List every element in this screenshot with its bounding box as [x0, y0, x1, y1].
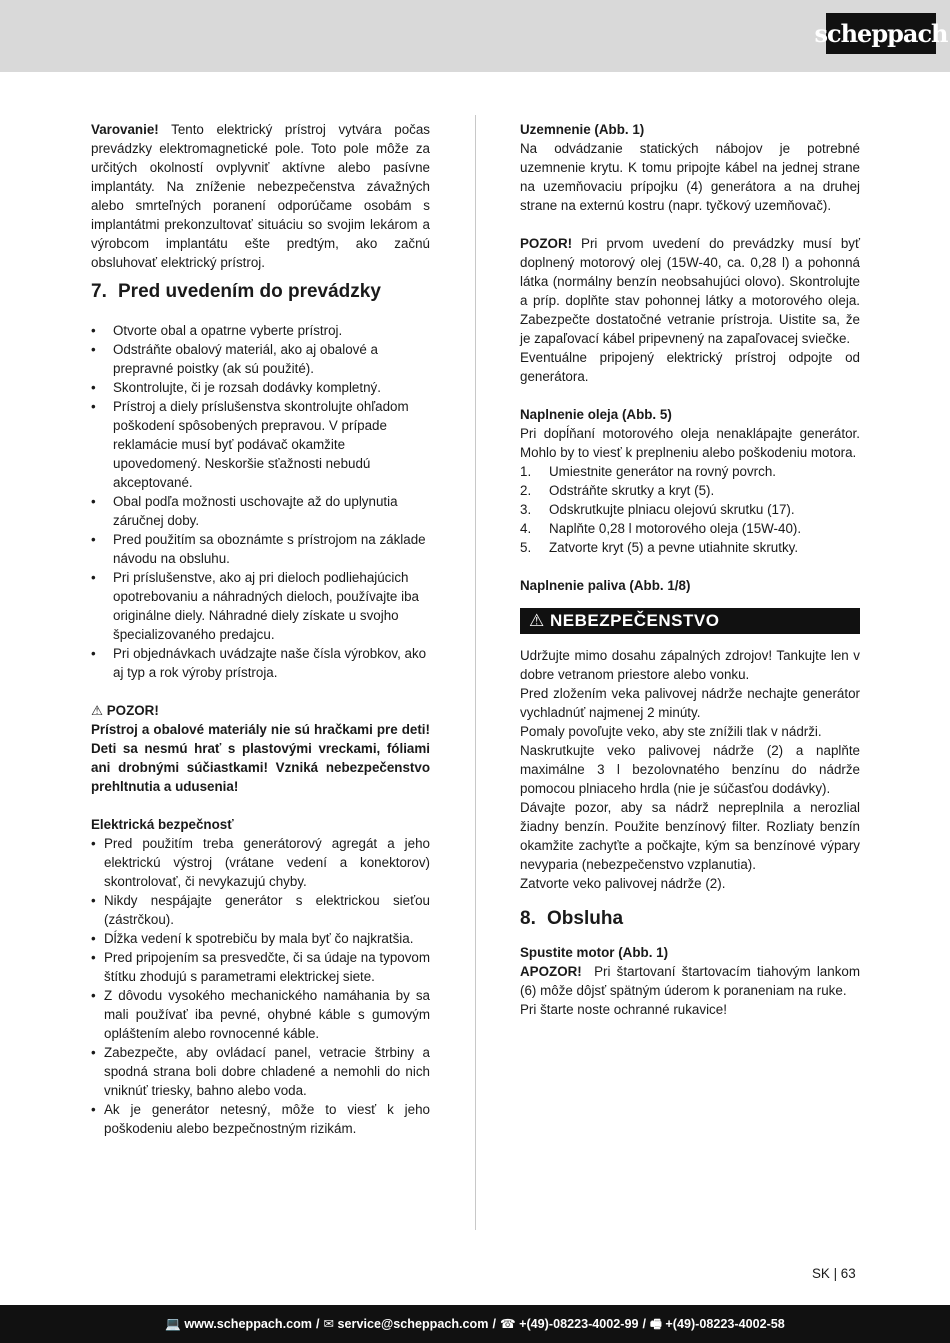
unpacking-list: [91, 321, 430, 682]
page-footer: [0, 1305, 950, 1343]
section-number: 8.: [520, 908, 536, 929]
fax-number: +(49)-08223-4002-58: [665, 1317, 785, 1331]
right-column: [520, 120, 860, 1019]
list-item: [520, 519, 860, 538]
warning-label: Varovanie!: [91, 122, 159, 137]
list-item: [91, 492, 430, 530]
bullet-mark: •: [91, 950, 96, 965]
pozor-label: POZOR!: [520, 236, 573, 251]
list-item: [520, 500, 860, 519]
grounding-text: Na odvádzanie statických nábojov je potrebné uzemnenie krytu. K tomu pripojte kábel na jednej strane na uzemňovaciu prípojku (4) generátora a na druhej strane na externú kostru (napr. tyčkový uzemňovač).: [520, 141, 860, 213]
bullet-mark: •: [91, 342, 96, 357]
start-warning: [520, 962, 860, 1000]
step-text: Zatvorte kryt (5) a pevne utiahnite skrutky.: [549, 540, 799, 555]
warning-text: Tento elektrický prístroj vytvára počas prevádzky elektromagnetické pole. Toto pole môže za určitých okolností ovplyvniť aktívne alebo pasívne implantáty. Na zníženie nebezpečenstva závažných alebo smrteľných poranení odporúčame osobám s implantátmi prekonzultovať situáciu so svojim lekárom a výrobcom implantátu ešte predtým, ako začnú obsluhovať elektrický prístroj.: [91, 122, 430, 270]
list-item-text: Pri objednávkach uvádzajte naše čísla výrobkov, ako aj typ a rok výroby prístroja.: [113, 646, 427, 680]
start-motor-heading: Spustite motor (Abb. 1): [520, 945, 669, 960]
bullet-mark: •: [91, 836, 96, 851]
computer-icon: 💻: [165, 1317, 181, 1331]
oil-fill-steps: [520, 462, 860, 557]
list-item: [520, 462, 860, 481]
oil-fill-text: Pri dopĺňaní motorového oleja nenaklápajte generátor. Mohlo by to viesť k preplneniu alebo poškodeniu motora.: [520, 426, 860, 460]
footer-separator: /: [642, 1317, 647, 1331]
list-item: [91, 891, 430, 929]
fax-icon: 🖷: [650, 1317, 662, 1331]
bullet-mark: •: [91, 323, 96, 338]
list-item: [91, 644, 430, 682]
website-link[interactable]: www.scheppach.com: [184, 1317, 312, 1331]
list-item: [91, 834, 430, 891]
list-item: [91, 530, 430, 568]
bullet-mark: •: [91, 893, 96, 908]
list-item: [91, 1043, 430, 1100]
list-item-text: Z dôvodu vysokého mechanického namáhania by sa mali používať iba pevné, ohybné káble s gumovým opláštením alebo rovnocenné káble.: [104, 988, 430, 1041]
list-item-text: Ak je generátor netesný, môže to viesť k jeho poškodeniu alebo bezpečnostným rizikám.: [104, 1102, 430, 1136]
list-item-text: Skontrolujte, či je rozsah dodávky kompletný.: [113, 380, 381, 395]
bullet-mark: •: [91, 931, 96, 946]
list-item-text: Odstráňte obalový materiál, ako aj obalové a prepravné poistky (ak sú použité).: [113, 342, 378, 376]
list-item-text: Pred pripojením sa presvedčte, či sa údaje na typovom štítku zhodujú s parametrami elektrickej siete.: [104, 950, 431, 984]
step-text: Umiestnite generátor na rovný povrch.: [549, 464, 777, 479]
list-item-text: Obal podľa možnosti uschovajte až do uplynutia záručnej doby.: [113, 494, 398, 528]
list-item: [91, 986, 430, 1043]
gloves-text: Pri štarte noste ochranné rukavice!: [520, 1002, 727, 1017]
apozor-text: Pri štartovaní štartovacím tiahovým lankom (6) môže dôjsť spätným úderom k poraneniam na ruke.: [520, 964, 860, 998]
bullet-mark: •: [91, 646, 96, 661]
list-item: [91, 1100, 430, 1138]
list-item-text: Pred použitím treba generátorový agregát a jeho elektrickú výstroj (vrátane vedení a konektorov) skontrolovať, či nevykazujú chyby.: [104, 836, 430, 889]
left-column: [91, 120, 430, 1138]
phone-icon: ☎: [499, 1317, 516, 1331]
apozor-label: APOZOR!: [520, 964, 582, 979]
step-text: Naplňte 0,28 l motorového oleja (15W-40).: [549, 521, 802, 536]
list-item-text: Nikdy nespájajte generátor s elektrickou sieťou (zástrčkou).: [104, 893, 430, 927]
section-title: Pred uvedením do prevádzky: [118, 281, 381, 302]
page-number: SK | 63: [812, 1266, 856, 1281]
pozor-text: Pri prvom uvedení do prevádzky musí byť doplnený motorový olej (15W-40, ca. 0,28 l) a pohonná látka (normálny benzín neobsahujúci olovo). Skontrolujte a príp. doplňte stav pohonnej látky a motorového oleja. Zabezpečte dostatočné vetranie prístroja. Uistite sa, že je zapaľovací kábel pripevnený na zapaľovacej sviečke.: [520, 236, 860, 346]
step-number: 4.: [520, 521, 532, 536]
bullet-mark: •: [91, 494, 96, 509]
danger-paragraph: Udržujte mimo dosahu zápalných zdrojov! Tankujte len v dobre vetranom priestore alebo vonku.: [520, 648, 860, 682]
list-item-text: Pri príslušenstve, ako aj pri dieloch podliehajúcich opotrebovaniu a náhradných dieloch, používajte iba originálne diely. Náhradné diely získate u svojho špecializovaného predajcu.: [113, 570, 419, 642]
bullet-mark: •: [91, 532, 96, 547]
mail-icon: ✉: [323, 1317, 335, 1331]
list-item: [520, 481, 860, 500]
disconnect-text: Eventuálne pripojený elektrický prístroj odpojte od generátora.: [520, 350, 860, 384]
section-7-heading: [91, 280, 430, 304]
bullet-mark: •: [91, 399, 96, 414]
scheppach-logo: scheppach: [826, 13, 936, 54]
bullet-mark: •: [91, 1102, 96, 1117]
first-use-warning: [520, 234, 860, 348]
pozor-text: Prístroj a obalové materiály nie sú hračkami pre deti! Deti sa nesmú hrať s plastovými vreckami, fóliami ani drobnými súčiastkami! Vzniká nebezpečenstvo prehltnutia a udusenia!: [91, 722, 430, 794]
bullet-mark: •: [91, 380, 96, 395]
list-item: [91, 397, 430, 492]
list-item-text: Dĺžka vedení k spotrebiču by mala byť čo najkratšia.: [104, 931, 414, 946]
section-title: Obsluha: [547, 908, 624, 929]
step-number: 1.: [520, 464, 532, 479]
fuel-fill-heading: Naplnenie paliva (Abb. 1/8): [520, 578, 691, 593]
list-item-text: Zabezpečte, aby ovládací panel, vetracie štrbiny a spodná strana boli dobre chladené a nemohli do nich vniknúť triesky, bahno alebo voda.: [104, 1045, 430, 1098]
danger-paragraph: Pred zložením veka palivovej nádrže nechajte generátor vychladnúť najmenej 2 minúty.: [520, 686, 860, 720]
footer-separator: /: [492, 1317, 496, 1331]
danger-banner: ⚠ NEBEZPEČENSTVO: [520, 608, 860, 634]
section-number: 7.: [91, 281, 107, 302]
footer-separator: /: [315, 1317, 320, 1331]
list-item: [91, 378, 430, 397]
bullet-mark: •: [91, 1045, 96, 1060]
bullet-mark: •: [91, 570, 96, 585]
list-item-text: Prístroj a diely príslušenstva skontrolujte ohľadom poškodení spôsobených prepravou. V prípade reklamácie musí byť podávač okamžite upovedomený. Neskoršie sťažnosti nebudú akceptované.: [113, 399, 409, 490]
page-header: [0, 0, 950, 72]
bullet-mark: •: [91, 988, 96, 1003]
step-number: 2.: [520, 483, 532, 498]
oil-fill-heading: Naplnenie oleja (Abb. 5): [520, 407, 672, 422]
pozor-heading: ⚠ POZOR!: [91, 703, 159, 718]
list-item: [91, 568, 430, 644]
danger-paragraph: Pomaly povoľujte veko, aby ste znížili tlak v nádrži.: [520, 724, 822, 739]
list-item: [91, 321, 430, 340]
section-8-heading: [520, 907, 860, 931]
electrical-safety-list: [91, 834, 430, 1138]
danger-paragraph: Zatvorte veko palivovej nádrže (2).: [520, 876, 726, 891]
list-item: [91, 948, 430, 986]
list-item: [91, 929, 430, 948]
danger-paragraph: Dávajte pozor, aby sa nádrž nepreplnila a nerozlial žiadny benzín. Použite benzínový filter. Rozliaty benzín okamžite zachyťte a počkajte, kým sa benzínové výpary nevyparia (nebezpečenstvo vzplanutia).: [520, 800, 860, 872]
list-item-text: Otvorte obal a opatrne vyberte prístroj.: [113, 323, 343, 338]
step-text: Odstráňte skrutky a kryt (5).: [549, 483, 715, 498]
grounding-heading: Uzemnenie (Abb. 1): [520, 122, 645, 137]
list-item: [520, 538, 860, 557]
emf-warning: [91, 120, 430, 272]
step-number: 5.: [520, 540, 532, 555]
list-item-text: Pred použitím sa oboznámte s prístrojom na základe návodu na obsluhu.: [113, 532, 426, 566]
email-link[interactable]: service@scheppach.com: [337, 1317, 489, 1331]
column-divider: [475, 115, 476, 1230]
danger-paragraph: Naskrutkujte veko palivovej nádrže (2) a naplňte maximálne 3 l bezolovnatého benzínu do nádrže pomocou plniaceho hrdla (nie je súčasťou dodávky).: [520, 743, 860, 796]
step-number: 3.: [520, 502, 532, 517]
electrical-safety-heading: Elektrická bezpečnosť: [91, 817, 234, 832]
list-item: [91, 340, 430, 378]
phone-number: +(49)-08223-4002-99: [519, 1317, 639, 1331]
step-text: Odskrutkujte plniacu olejovú skrutku (17).: [549, 502, 795, 517]
